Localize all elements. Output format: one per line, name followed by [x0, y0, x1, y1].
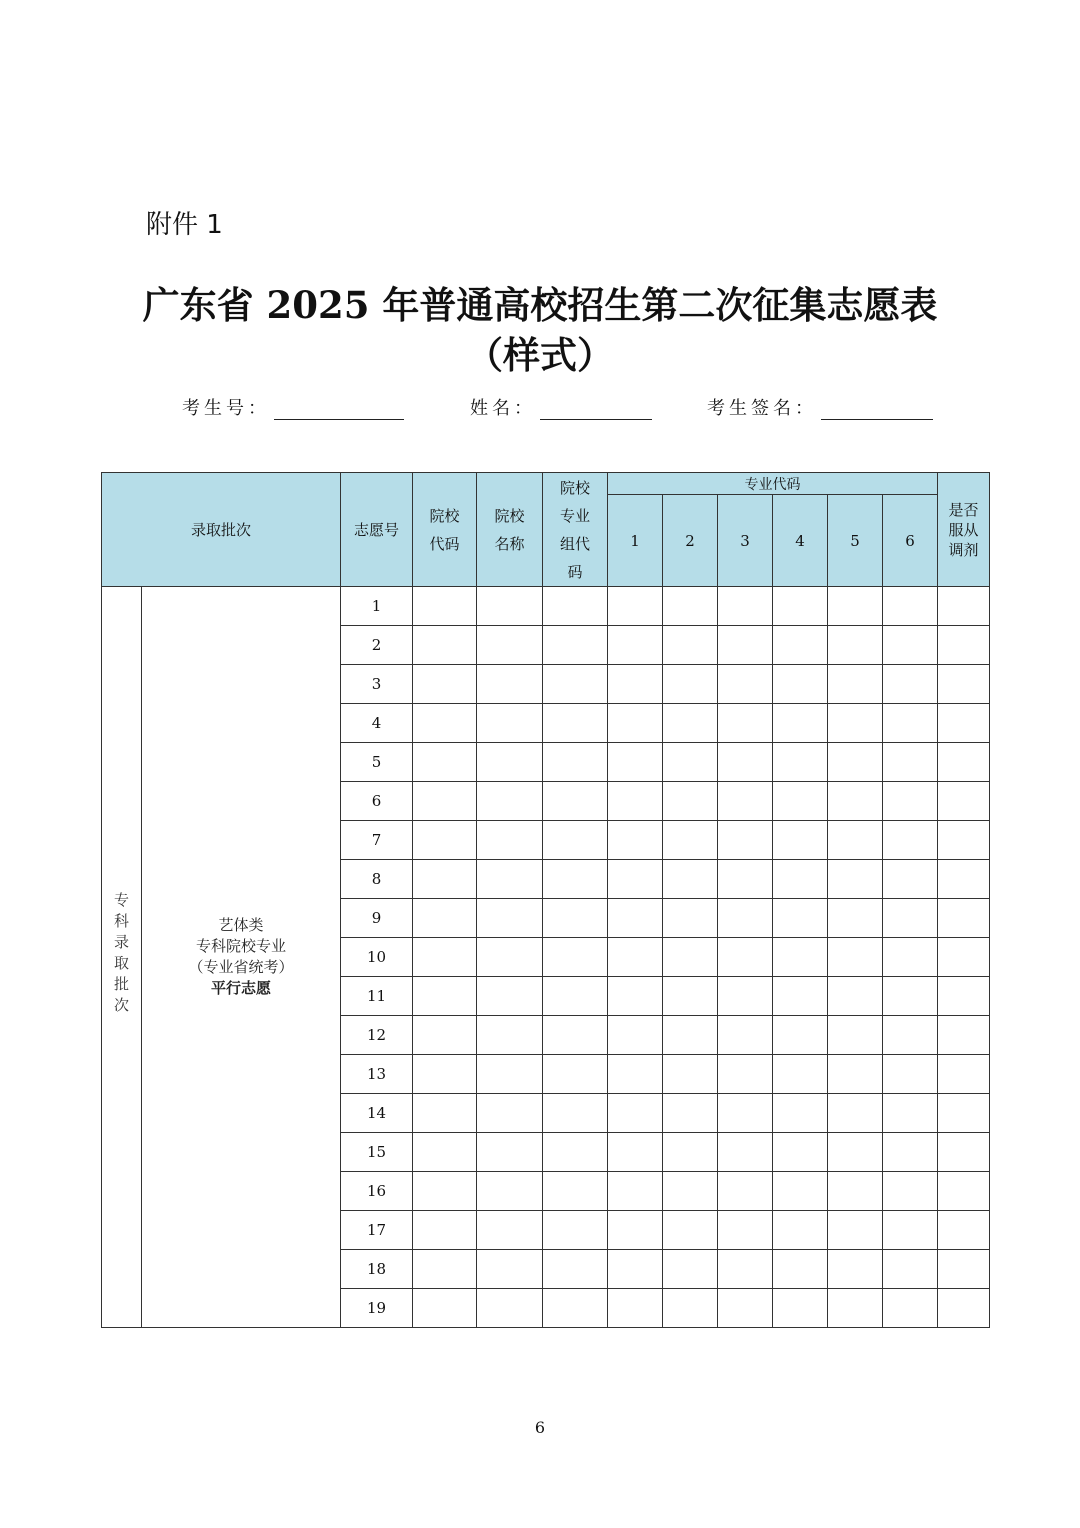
major-code-cell[interactable]: [883, 743, 938, 782]
choice-table: [101, 472, 990, 1328]
signature-blank[interactable]: [821, 397, 933, 420]
adjust-cell[interactable]: [938, 782, 990, 821]
school-code-cell[interactable]: [413, 1133, 477, 1172]
major-code-cell[interactable]: [773, 704, 828, 743]
group-code-cell[interactable]: [543, 1055, 608, 1094]
major-code-cell[interactable]: [828, 782, 883, 821]
choice-number: 14: [341, 1094, 413, 1133]
major-code-cell[interactable]: [883, 1055, 938, 1094]
form-title: 广东省 2025 年普通高校招生第二次征集志愿表: [142, 283, 938, 327]
major-code-cell[interactable]: [883, 1211, 938, 1250]
major-code-cell[interactable]: [828, 1016, 883, 1055]
major-code-cell[interactable]: [608, 1250, 663, 1289]
major-code-cell[interactable]: [608, 704, 663, 743]
attachment-label: 附件 1: [146, 210, 223, 240]
major-code-cell[interactable]: [663, 860, 718, 899]
school-name-cell[interactable]: [477, 1055, 543, 1094]
header-major-col: 1: [608, 495, 663, 587]
major-code-cell[interactable]: [718, 665, 773, 704]
major-code-cell[interactable]: [828, 665, 883, 704]
major-code-cell[interactable]: [718, 977, 773, 1016]
choice-number: 3: [341, 665, 413, 704]
school-name-cell[interactable]: [477, 665, 543, 704]
major-code-cell[interactable]: [718, 899, 773, 938]
major-code-cell[interactable]: [773, 899, 828, 938]
group-code-cell[interactable]: [543, 587, 608, 626]
choice-number: 4: [341, 704, 413, 743]
major-code-cell[interactable]: [773, 587, 828, 626]
candidate-no-field: [182, 394, 404, 420]
school-name-cell[interactable]: [477, 1211, 543, 1250]
major-code-cell[interactable]: [883, 860, 938, 899]
major-code-cell[interactable]: [773, 860, 828, 899]
major-code-cell[interactable]: [883, 782, 938, 821]
choice-number: 15: [341, 1133, 413, 1172]
header-batch: 录取批次: [102, 473, 341, 587]
major-code-cell[interactable]: [663, 977, 718, 1016]
group-code-cell[interactable]: [543, 626, 608, 665]
major-code-cell[interactable]: [663, 1172, 718, 1211]
school-code-cell[interactable]: [413, 899, 477, 938]
school-code-cell[interactable]: [413, 665, 477, 704]
school-name-cell[interactable]: [477, 938, 543, 977]
adjust-cell[interactable]: [938, 1016, 990, 1055]
major-code-cell[interactable]: [883, 626, 938, 665]
major-code-cell[interactable]: [608, 1211, 663, 1250]
major-code-cell[interactable]: [663, 1250, 718, 1289]
school-name-cell[interactable]: [477, 587, 543, 626]
major-code-cell[interactable]: [828, 938, 883, 977]
major-code-cell[interactable]: [663, 938, 718, 977]
signature-label: 考生签名：: [707, 398, 817, 419]
group-code-cell[interactable]: [543, 665, 608, 704]
major-code-cell[interactable]: [663, 743, 718, 782]
school-name-cell[interactable]: [477, 1133, 543, 1172]
major-code-cell[interactable]: [828, 1211, 883, 1250]
header-school-name-line: 名称: [494, 534, 525, 553]
major-code-cell[interactable]: [828, 626, 883, 665]
school-name-cell[interactable]: [477, 1172, 543, 1211]
major-code-cell[interactable]: [663, 1094, 718, 1133]
group-code-cell[interactable]: [543, 1094, 608, 1133]
major-code-cell[interactable]: [883, 938, 938, 977]
batch-cell: [102, 587, 142, 1328]
school-name-cell[interactable]: [477, 899, 543, 938]
major-code-cell[interactable]: [608, 626, 663, 665]
school-code-cell[interactable]: [413, 938, 477, 977]
adjust-cell[interactable]: [938, 1094, 990, 1133]
adjust-cell[interactable]: [938, 587, 990, 626]
group-code-cell[interactable]: [543, 860, 608, 899]
header-school-code-line: 代码: [429, 534, 460, 553]
group-code-cell[interactable]: [543, 899, 608, 938]
major-code-cell[interactable]: [718, 782, 773, 821]
header-choice-no: 志愿号: [341, 473, 413, 587]
adjust-cell[interactable]: [938, 626, 990, 665]
header-major-col: 6: [883, 495, 938, 587]
major-code-cell[interactable]: [773, 743, 828, 782]
major-code-cell[interactable]: [608, 1016, 663, 1055]
group-code-cell[interactable]: [543, 743, 608, 782]
school-code-cell[interactable]: [413, 821, 477, 860]
header-school-name: [477, 473, 543, 587]
category-line: 平行志愿: [211, 979, 272, 997]
school-name-cell[interactable]: [477, 1250, 543, 1289]
major-code-cell[interactable]: [773, 1250, 828, 1289]
choice-number: 12: [341, 1016, 413, 1055]
candidate-no-label: 考生号：: [182, 398, 270, 419]
major-code-cell[interactable]: [883, 899, 938, 938]
major-code-cell[interactable]: [883, 1289, 938, 1328]
major-code-cell[interactable]: [608, 782, 663, 821]
group-code-cell[interactable]: [543, 977, 608, 1016]
choice-number: 17: [341, 1211, 413, 1250]
school-code-cell[interactable]: [413, 587, 477, 626]
choice-number: 1: [341, 587, 413, 626]
header-major-code: 专业代码: [608, 473, 938, 495]
major-code-cell[interactable]: [828, 1289, 883, 1328]
major-code-cell[interactable]: [663, 899, 718, 938]
major-code-cell[interactable]: [608, 665, 663, 704]
major-code-cell[interactable]: [663, 665, 718, 704]
major-code-cell[interactable]: [828, 1094, 883, 1133]
major-code-cell[interactable]: [828, 821, 883, 860]
header-school-code: [413, 473, 477, 587]
name-blank[interactable]: [540, 397, 652, 420]
school-code-cell[interactable]: [413, 1289, 477, 1328]
major-code-cell[interactable]: [828, 1133, 883, 1172]
major-code-cell[interactable]: [608, 1172, 663, 1211]
choice-number: 8: [341, 860, 413, 899]
category-line: 专科院校专业: [196, 937, 287, 955]
major-code-cell[interactable]: [773, 1016, 828, 1055]
school-name-cell[interactable]: [477, 821, 543, 860]
category-line: （专业省统考）: [188, 958, 294, 976]
header-adjust-line: 调剂: [948, 540, 979, 559]
major-code-cell[interactable]: [608, 821, 663, 860]
header-major-col: 4: [773, 495, 828, 587]
major-code-cell[interactable]: [773, 977, 828, 1016]
header-adjust: [938, 473, 990, 587]
school-name-cell[interactable]: [477, 1016, 543, 1055]
candidate-no-blank[interactable]: [274, 397, 404, 420]
adjust-cell[interactable]: [938, 1289, 990, 1328]
major-code-cell[interactable]: [718, 626, 773, 665]
major-code-cell[interactable]: [608, 1289, 663, 1328]
header-major-col: 3: [718, 495, 773, 587]
major-code-cell[interactable]: [883, 704, 938, 743]
table-row: [102, 587, 990, 626]
major-code-cell[interactable]: [718, 704, 773, 743]
group-code-cell[interactable]: [543, 821, 608, 860]
major-code-cell[interactable]: [883, 821, 938, 860]
major-code-cell[interactable]: [773, 665, 828, 704]
major-code-cell[interactable]: [828, 1172, 883, 1211]
major-code-cell[interactable]: [663, 626, 718, 665]
major-code-cell[interactable]: [663, 1055, 718, 1094]
major-code-cell[interactable]: [883, 1250, 938, 1289]
major-code-cell[interactable]: [718, 1055, 773, 1094]
major-code-cell[interactable]: [773, 1172, 828, 1211]
major-code-cell[interactable]: [773, 1055, 828, 1094]
school-code-cell[interactable]: [413, 1172, 477, 1211]
major-code-cell[interactable]: [773, 821, 828, 860]
school-code-cell[interactable]: [413, 704, 477, 743]
school-code-cell[interactable]: [413, 860, 477, 899]
major-code-cell[interactable]: [663, 1289, 718, 1328]
choice-number: 5: [341, 743, 413, 782]
school-code-cell[interactable]: [413, 743, 477, 782]
major-code-cell[interactable]: [828, 1250, 883, 1289]
header-adjust-line: 服从: [948, 520, 979, 539]
school-name-cell[interactable]: [477, 743, 543, 782]
major-code-cell[interactable]: [718, 1211, 773, 1250]
choice-number: 11: [341, 977, 413, 1016]
major-code-cell[interactable]: [663, 782, 718, 821]
major-code-cell[interactable]: [828, 587, 883, 626]
header-group-code-line: 组代: [560, 534, 591, 553]
major-code-cell[interactable]: [773, 1211, 828, 1250]
school-code-cell[interactable]: [413, 1055, 477, 1094]
choice-number: 6: [341, 782, 413, 821]
major-code-cell[interactable]: [883, 977, 938, 1016]
major-code-cell[interactable]: [608, 743, 663, 782]
major-code-cell[interactable]: [828, 743, 883, 782]
school-code-cell[interactable]: [413, 782, 477, 821]
adjust-cell[interactable]: [938, 1211, 990, 1250]
choice-number: 19: [341, 1289, 413, 1328]
major-code-cell[interactable]: [883, 1016, 938, 1055]
group-code-cell[interactable]: [543, 1250, 608, 1289]
major-code-cell[interactable]: [718, 1289, 773, 1328]
header-major-col: 5: [828, 495, 883, 587]
choice-number: 7: [341, 821, 413, 860]
major-code-cell[interactable]: [883, 1133, 938, 1172]
group-code-cell[interactable]: [543, 704, 608, 743]
header-group-code-line: 院校: [560, 478, 591, 497]
major-code-cell[interactable]: [663, 1016, 718, 1055]
adjust-cell[interactable]: [938, 821, 990, 860]
page-number: 6: [534, 1418, 546, 1437]
major-code-cell[interactable]: [828, 860, 883, 899]
major-code-cell[interactable]: [718, 1250, 773, 1289]
choice-number: 13: [341, 1055, 413, 1094]
school-name-cell[interactable]: [477, 977, 543, 1016]
major-code-cell[interactable]: [718, 1094, 773, 1133]
major-code-cell[interactable]: [608, 860, 663, 899]
school-code-cell[interactable]: [413, 1094, 477, 1133]
adjust-cell[interactable]: [938, 899, 990, 938]
major-code-cell[interactable]: [608, 977, 663, 1016]
major-code-cell[interactable]: [883, 587, 938, 626]
major-code-cell[interactable]: [828, 704, 883, 743]
header-adjust-line: 是否: [948, 500, 979, 519]
header-major-col: 2: [663, 495, 718, 587]
name-label: 姓名：: [470, 398, 536, 419]
major-code-cell[interactable]: [883, 665, 938, 704]
school-name-cell[interactable]: [477, 860, 543, 899]
major-code-cell[interactable]: [718, 1172, 773, 1211]
school-code-cell[interactable]: [413, 977, 477, 1016]
header-group-code: [543, 473, 608, 587]
major-code-cell[interactable]: [828, 977, 883, 1016]
choice-number: 2: [341, 626, 413, 665]
school-code-cell[interactable]: [413, 1211, 477, 1250]
school-name-cell[interactable]: [477, 1094, 543, 1133]
school-name-cell[interactable]: [477, 626, 543, 665]
major-code-cell[interactable]: [608, 1055, 663, 1094]
group-code-cell[interactable]: [543, 1211, 608, 1250]
form-subtitle: （样式）: [466, 333, 614, 377]
major-code-cell[interactable]: [608, 1094, 663, 1133]
school-code-cell[interactable]: [413, 626, 477, 665]
choice-number: 9: [341, 899, 413, 938]
batch-name: 专科录取批次: [112, 892, 130, 1018]
signature-field: [707, 394, 933, 420]
choice-number: 10: [341, 938, 413, 977]
major-code-cell[interactable]: [718, 1016, 773, 1055]
group-code-cell[interactable]: [543, 1172, 608, 1211]
major-code-cell[interactable]: [718, 860, 773, 899]
group-code-cell[interactable]: [543, 782, 608, 821]
major-code-cell[interactable]: [773, 782, 828, 821]
major-code-cell[interactable]: [773, 1133, 828, 1172]
school-code-cell[interactable]: [413, 1016, 477, 1055]
adjust-cell[interactable]: [938, 743, 990, 782]
choice-number: 18: [341, 1250, 413, 1289]
table-body: [102, 587, 990, 1328]
major-code-cell[interactable]: [718, 587, 773, 626]
major-code-cell[interactable]: [883, 1172, 938, 1211]
major-code-cell[interactable]: [663, 704, 718, 743]
major-code-cell[interactable]: [773, 626, 828, 665]
school-name-cell[interactable]: [477, 1289, 543, 1328]
major-code-cell[interactable]: [663, 1133, 718, 1172]
category-cell: [142, 587, 341, 1328]
group-code-cell[interactable]: [543, 938, 608, 977]
choice-number: 16: [341, 1172, 413, 1211]
major-code-cell[interactable]: [608, 938, 663, 977]
major-code-cell[interactable]: [773, 938, 828, 977]
school-code-cell[interactable]: [413, 1250, 477, 1289]
adjust-cell[interactable]: [938, 860, 990, 899]
category-line: 艺体类: [218, 916, 264, 934]
major-code-cell[interactable]: [608, 899, 663, 938]
major-code-cell[interactable]: [773, 1289, 828, 1328]
adjust-cell[interactable]: [938, 1172, 990, 1211]
major-code-cell[interactable]: [718, 1133, 773, 1172]
header-school-code-line: 院校: [429, 506, 460, 525]
adjust-cell[interactable]: [938, 977, 990, 1016]
major-code-cell[interactable]: [718, 743, 773, 782]
header-school-name-line: 院校: [494, 506, 525, 525]
major-code-cell[interactable]: [883, 1094, 938, 1133]
header-group-code-line: 专业: [560, 506, 591, 525]
adjust-cell[interactable]: [938, 1055, 990, 1094]
major-code-cell[interactable]: [828, 1055, 883, 1094]
header-group-code-line: 码: [567, 562, 583, 581]
major-code-cell[interactable]: [663, 1211, 718, 1250]
adjust-cell[interactable]: [938, 1250, 990, 1289]
group-code-cell[interactable]: [543, 1016, 608, 1055]
school-name-cell[interactable]: [477, 782, 543, 821]
major-code-cell[interactable]: [663, 587, 718, 626]
major-code-cell[interactable]: [608, 1133, 663, 1172]
group-code-cell[interactable]: [543, 1289, 608, 1328]
major-code-cell[interactable]: [718, 821, 773, 860]
adjust-cell[interactable]: [938, 665, 990, 704]
group-code-cell[interactable]: [543, 1133, 608, 1172]
adjust-cell[interactable]: [938, 1133, 990, 1172]
major-code-cell[interactable]: [773, 1094, 828, 1133]
adjust-cell[interactable]: [938, 938, 990, 977]
major-code-cell[interactable]: [828, 899, 883, 938]
major-code-cell[interactable]: [663, 821, 718, 860]
school-name-cell[interactable]: [477, 704, 543, 743]
adjust-cell[interactable]: [938, 704, 990, 743]
major-code-cell[interactable]: [608, 587, 663, 626]
name-field: [470, 394, 652, 420]
major-code-cell[interactable]: [718, 938, 773, 977]
